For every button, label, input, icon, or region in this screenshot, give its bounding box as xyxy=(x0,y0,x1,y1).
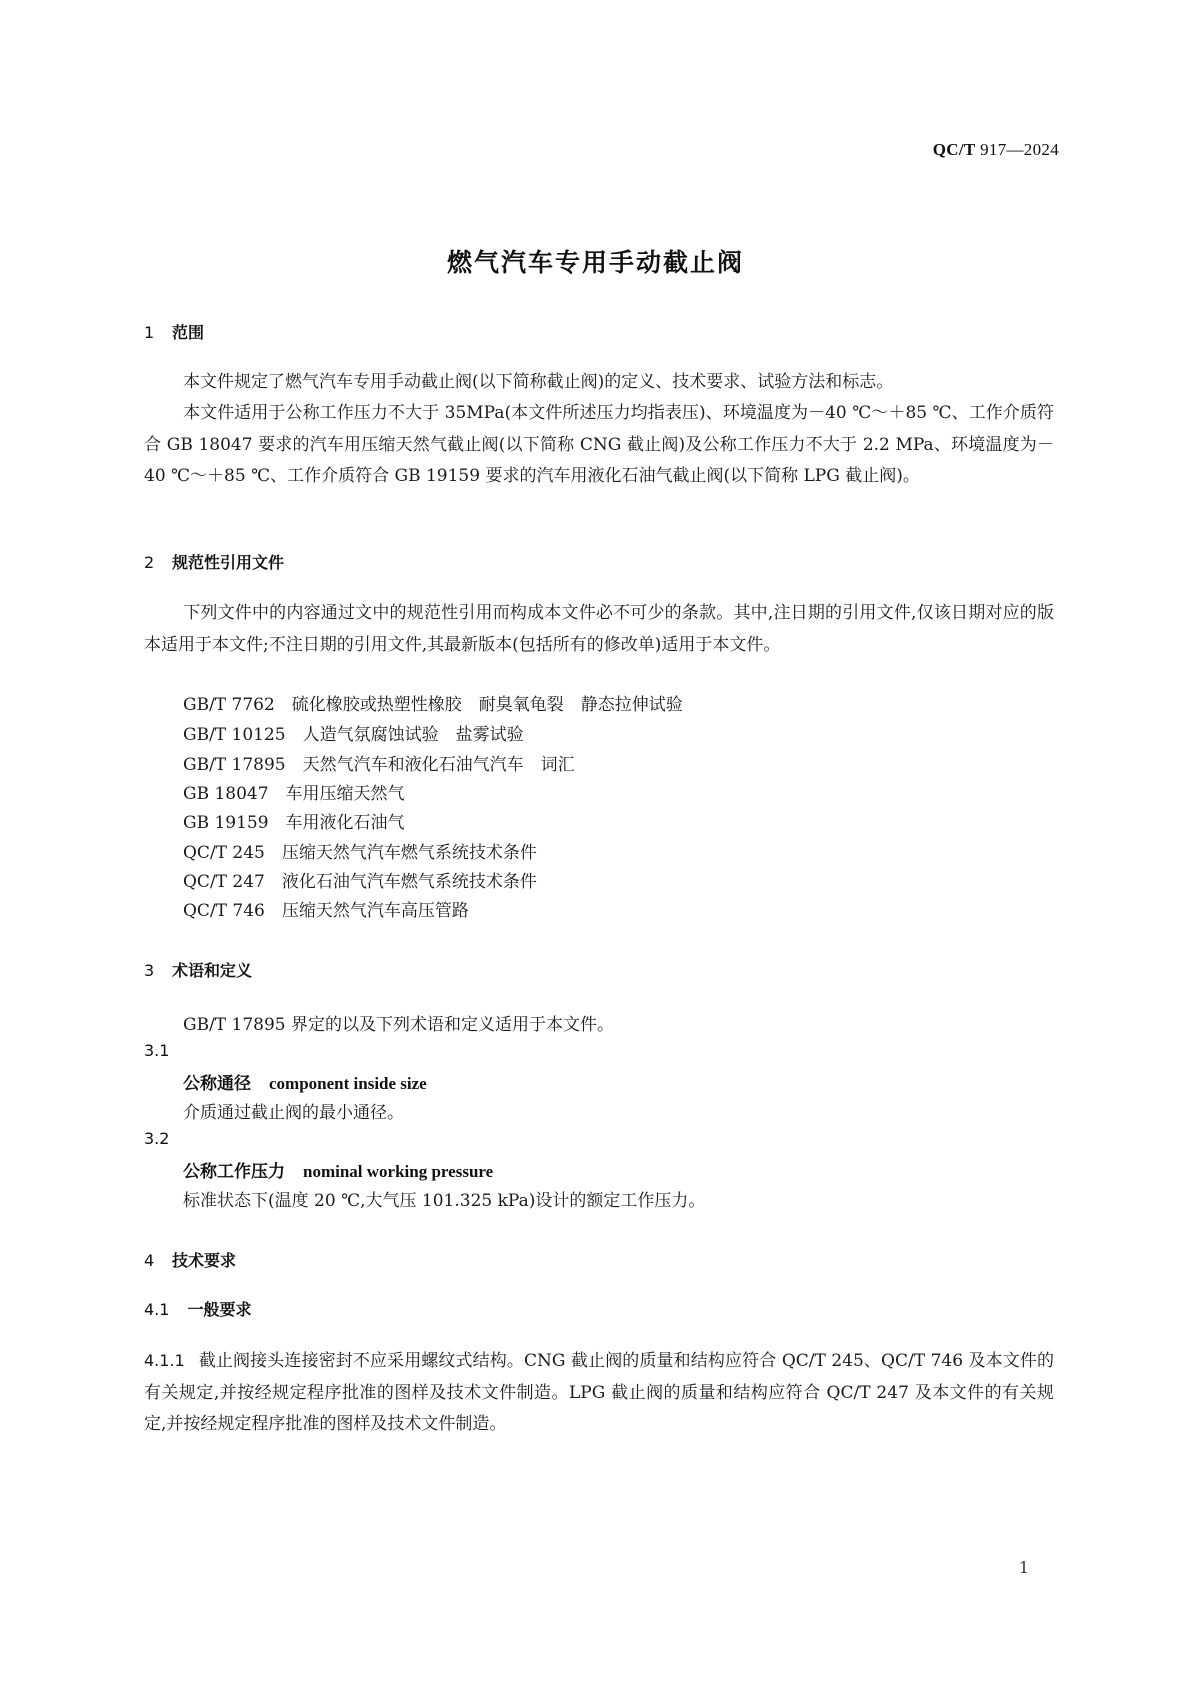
subsection-title: 一般要求 xyxy=(187,1300,252,1319)
reference-item: QC/T 746 压缩天然气汽车高压管路 xyxy=(183,901,469,921)
reference-item: QC/T 245 压缩天然气汽车燃气系统技术条件 xyxy=(183,843,537,863)
section-4-heading xyxy=(144,1248,236,1271)
term-heading xyxy=(183,1157,493,1182)
section-2-heading xyxy=(144,550,284,573)
reference-item: GB 19159 车用液化石油气 xyxy=(183,813,405,833)
clause-text: 截止阀接头连接密封不应采用螺纹式结构。CNG 截止阀的质量和结构应符合 QC/T 245、QC/T 746 及本文件的有关规定,并按经规定程序批准的图样及技术文件制造。LPG 截止阀的质量和结构应符合 QC/T 247 及本文件的有关规定,并按经规定程序批准的图样及技术文件制造。 xyxy=(144,1351,1054,1434)
subsection-number: 4.1 xyxy=(144,1300,170,1319)
section-number: 1 xyxy=(144,323,155,342)
term-number: 3.2 xyxy=(144,1129,170,1148)
section-3-heading xyxy=(144,958,252,981)
section-number: 3 xyxy=(144,961,155,980)
standard-code-prefix: QC/T xyxy=(932,140,976,159)
normative-intro: 下列文件中的内容通过文中的规范性引用而构成本文件必不可少的条款。其中,注日期的引用文件,仅该日期对应的版本适用于本文件;不注日期的引用文件,其最新版本(包括所有的修改单)适用于本文件。 xyxy=(144,603,1054,655)
reference-item: GB 18047 车用压缩天然气 xyxy=(183,784,405,804)
subsection-4-1-heading xyxy=(144,1297,251,1320)
reference-item: GB/T 10125 人造气氛腐蚀试验 盐雾试验 xyxy=(183,725,524,745)
term-definition: 标准状态下(温度 20 ℃,大气压 101.325 kPa)设计的额定工作压力。 xyxy=(183,1191,706,1211)
document-title: 燃气汽车专用手动截止阀 xyxy=(446,248,744,277)
term-definition: 介质通过截止阀的最小通径。 xyxy=(183,1103,404,1123)
term-english: component inside size xyxy=(269,1074,427,1093)
section-number: 4 xyxy=(144,1251,155,1270)
reference-item: GB/T 7762 硫化橡胶或热塑性橡胶 耐臭氧龟裂 静态拉伸试验 xyxy=(183,695,683,715)
terms-intro: GB/T 17895 界定的以及下列术语和定义适用于本文件。 xyxy=(183,1015,615,1035)
section-title: 范围 xyxy=(172,323,205,342)
reference-item: GB/T 17895 天然气汽车和液化石油气汽车 词汇 xyxy=(183,755,575,775)
term-number: 3.1 xyxy=(144,1041,170,1060)
section-number: 2 xyxy=(144,553,155,572)
term-chinese: 公称通径 xyxy=(183,1074,251,1094)
standard-code-number: 917—2024 xyxy=(980,140,1059,159)
reference-item: QC/T 247 液化石油气汽车燃气系统技术条件 xyxy=(183,872,537,892)
section-title: 术语和定义 xyxy=(172,961,253,980)
section-title: 技术要求 xyxy=(172,1251,237,1270)
section-1-heading xyxy=(144,320,204,343)
scope-paragraph-2: 本文件适用于公称工作压力不大于 35MPa(本文件所述压力均指表压)、环境温度为－40 ℃～＋85 ℃、工作介质符合 GB 18047 要求的汽车用压缩天然气截止阀(以下简称 CNG 截止阀)及公称工作压力不大于 2.2 MPa、环境温度为－40 ℃～＋85 ℃、工作介质符合 GB 19159 要求的汽车用液化石油气截止阀(以下简称 LPG 截止阀)。 xyxy=(144,403,1054,486)
term-english: nominal working pressure xyxy=(303,1162,494,1181)
section-title: 规范性引用文件 xyxy=(172,553,285,572)
scope-paragraph-1: 本文件规定了燃气汽车专用手动截止阀(以下简称截止阀)的定义、技术要求、试验方法和标志。 xyxy=(183,372,894,392)
term-chinese: 公称工作压力 xyxy=(183,1162,285,1182)
clause-number: 4.1.1 xyxy=(144,1351,185,1370)
term-heading xyxy=(183,1069,427,1094)
clause-4-1-1 xyxy=(144,1345,1054,1441)
standard-code xyxy=(933,140,1059,160)
page-number: 1 xyxy=(1018,1558,1029,1577)
